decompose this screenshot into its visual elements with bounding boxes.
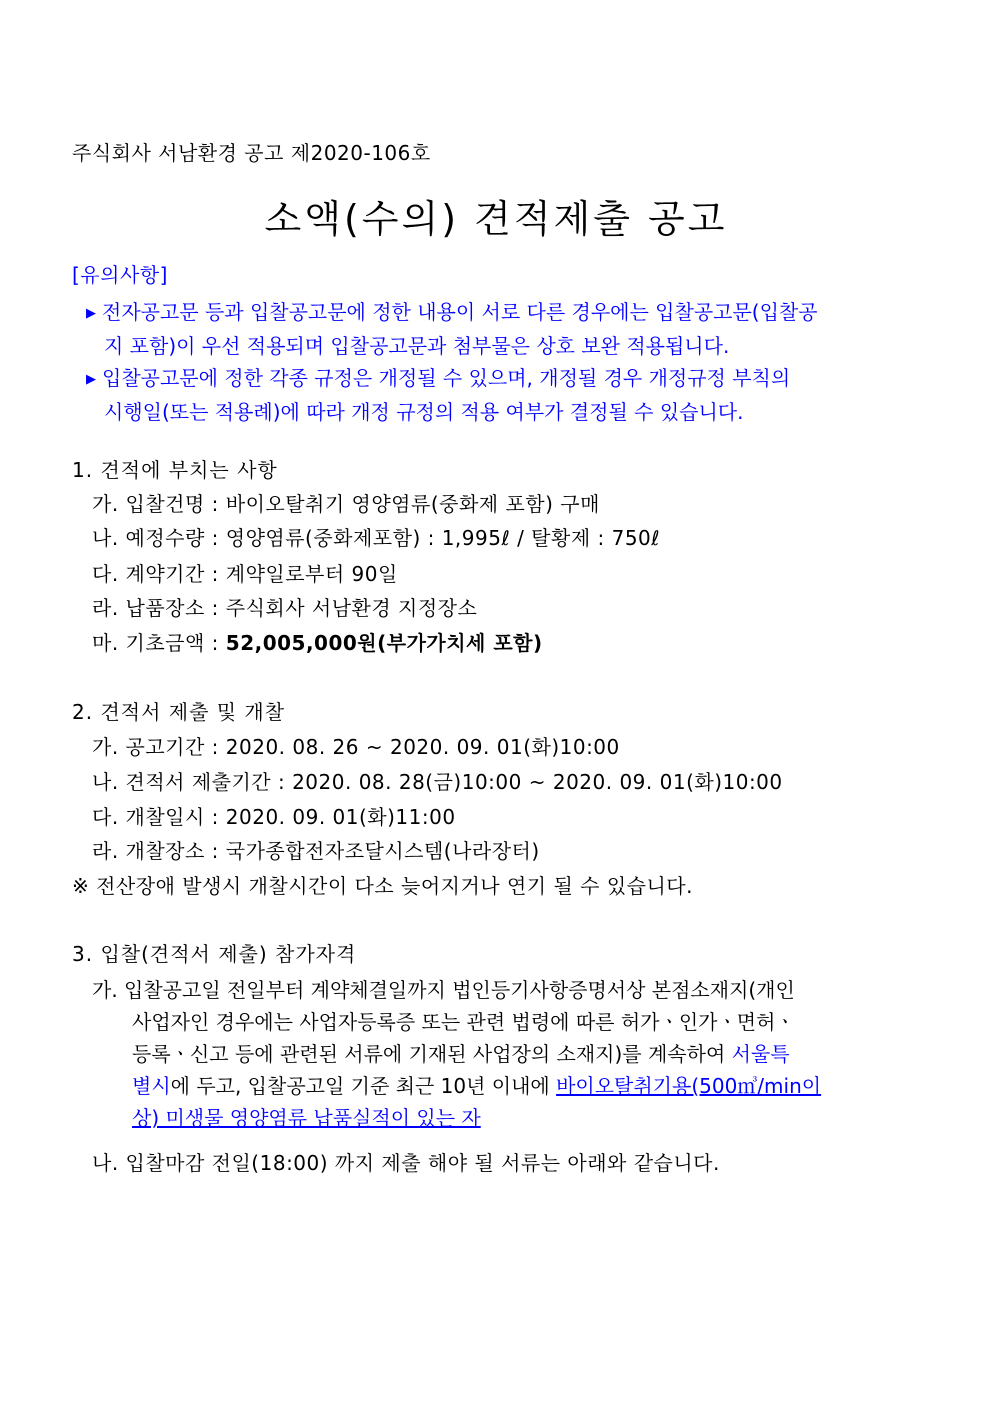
section-2-remark: ※ 전산장애 발생시 개찰시간이 다소 늦어지거나 연기 될 수 있습니다.: [72, 874, 693, 898]
note-bullet-2-line1: 입찰공고문에 정한 각종 규정은 개정될 수 있으며, 개정될 경우 개정규정 부칙의: [102, 366, 791, 390]
section-3-item-a: [92, 974, 924, 1134]
note-bullet-2: [86, 362, 924, 428]
section-2-item-b: 나. 견적서 제출기간 : 2020. 08. 28(금)10:00 ~ 2020. 09. 01(화)10:00: [92, 770, 783, 794]
section-2-title: 2. 견적서 제출 및 개찰: [72, 700, 286, 724]
page-title: 소액(수의) 견적제출 공고: [264, 197, 728, 241]
amount-label: 마. 기초금액 :: [92, 631, 226, 655]
section-3-item-a-line4: [92, 1070, 924, 1102]
section-1-item-a: 가. 입찰건명 : 바이오탈취기 영양염류(중화제 포함) 구매: [92, 492, 600, 516]
section-3-item-a-line1: 가. 입찰공고일 전일부터 계약체결일까지 법인등기사항증명서상 본점소재지(개인: [92, 978, 795, 1002]
section-1-item-e: [92, 629, 543, 657]
note-bullet-1: [86, 296, 924, 362]
section-3-item-a-line5: [92, 1102, 924, 1134]
section-3-item-a-line2: 사업자인 경우에는 사업자등록증 또는 관련 법령에 따른 허가ㆍ인가ㆍ면허ㆍ: [132, 1010, 795, 1034]
section-1-item-b: 나. 예정수량 : 영양염류(중화제포함) : 1,995ℓ / 탈황제 : 750ℓ: [92, 526, 661, 550]
section-2-item-d: 라. 개찰장소 : 국가종합전자조달시스템(나라장터): [92, 839, 540, 863]
section-3-item-a-line3: [92, 1038, 924, 1070]
section-2-item-c: 다. 개찰일시 : 2020. 09. 01(화)11:00: [92, 805, 456, 829]
section-1-title: 1. 견적에 부치는 사항: [72, 458, 278, 482]
triangle-bullet-icon: ▶: [86, 372, 96, 387]
line4-text: 에 두고, 입찰공고일 기준 최근 10년 이내에: [170, 1074, 557, 1098]
section-1-item-d: 라. 납품장소 : 주식회사 서남환경 지정장소: [92, 596, 478, 620]
amount-value: 52,005,000원(부가가치세 포함): [225, 631, 543, 655]
triangle-bullet-icon: ▶: [86, 306, 96, 321]
section-3-item-b: 나. 입찰마감 전일(18:00) 까지 제출 해야 될 서류는 아래와 같습니다.: [92, 1151, 720, 1175]
requirement-highlight-cont: 상) 미생물 영양염류 납품실적이 있는 자: [132, 1106, 481, 1130]
line3-text: 등록ㆍ신고 등에 관련된 서류에 기재된 사업장의 소재지)를 계속하여: [132, 1042, 732, 1066]
note-bullet-1-line2: 지 포함)이 우선 적용되며 입찰공고문과 첨부물은 상호 보완 적용됩니다.: [104, 334, 730, 358]
note-bullet-2-line2: 시행일(또는 적용례)에 따라 개정 규정의 적용 여부가 결정될 수 있습니다.: [104, 400, 744, 424]
region-highlight: 서울특: [731, 1042, 790, 1066]
section-1-item-c: 다. 계약기간 : 계약일로부터 90일: [92, 562, 398, 586]
section-3-title: 3. 입찰(견적서 제출) 참가자격: [72, 942, 357, 966]
region-highlight-cont: 별시: [132, 1074, 171, 1098]
notes-heading: [유의사항]: [72, 263, 168, 287]
notice-number: 주식회사 서남환경 공고 제2020-106호: [72, 141, 431, 165]
requirement-highlight: 바이오탈취기용(500㎥/min이: [556, 1074, 822, 1098]
note-bullet-1-line1: 전자공고문 등과 입찰공고문에 정한 내용이 서로 다른 경우에는 입찰공고문(입찰공: [102, 300, 818, 324]
section-2-item-a: 가. 공고기간 : 2020. 08. 26 ~ 2020. 09. 01(화)10:00: [92, 735, 620, 759]
